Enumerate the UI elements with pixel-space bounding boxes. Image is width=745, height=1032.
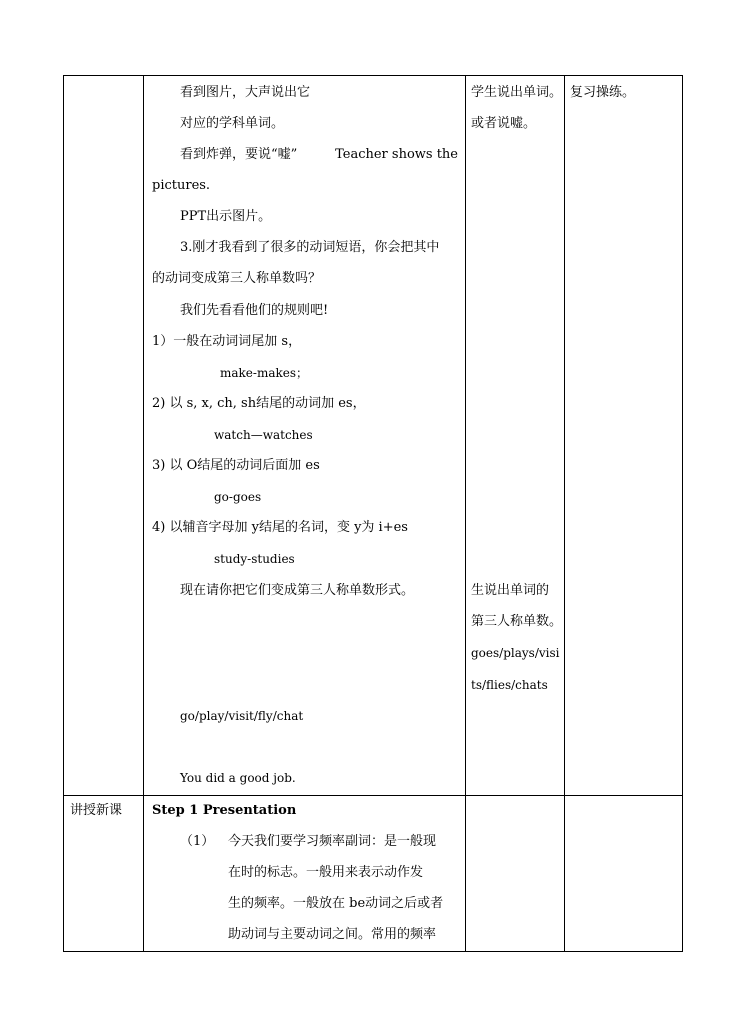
student-line: ts/flies/chats bbox=[471, 678, 548, 692]
table-row-new-lesson bbox=[64, 796, 683, 952]
teacher-line: 3.刚才我看到了很多的动词短语，你会把其中 bbox=[180, 240, 440, 255]
stage-cell bbox=[64, 796, 144, 952]
teacher-line: 看到图片，大声说出它 bbox=[180, 85, 311, 100]
teacher-line: 助动词与主要动词之间。常用的频率 bbox=[228, 927, 437, 942]
purpose-cell bbox=[565, 796, 683, 952]
teacher-line: 在时的标志。一般用来表示动作发 bbox=[228, 865, 424, 880]
student-activity-cell bbox=[466, 796, 565, 952]
teacher-activity-cell bbox=[144, 76, 466, 796]
student-line: 生说出单词的 bbox=[471, 583, 550, 598]
rule-line: 4) 以辅音字母加 y结尾的名词，变 y为 i+es bbox=[152, 520, 408, 535]
student-line: 第三人称单数。 bbox=[471, 614, 563, 629]
stage-cell bbox=[64, 76, 144, 796]
teacher-line: You did a good job. bbox=[180, 771, 296, 785]
teacher-line: 我们先看看他们的规则吧! bbox=[180, 303, 329, 318]
step-heading: Step 1 Presentation bbox=[152, 803, 297, 818]
stage-label: 讲授新课 bbox=[70, 803, 123, 818]
item-number: （1） bbox=[180, 834, 215, 849]
student-line: 或者说嘘。 bbox=[471, 116, 537, 131]
lesson-plan-table bbox=[63, 75, 683, 952]
student-line: goes/plays/visi bbox=[471, 646, 560, 660]
teacher-line: 生的频率。一般放在 be动词之后或者 bbox=[228, 896, 444, 911]
rule-line: 1）一般在动词词尾加 s， bbox=[152, 334, 302, 349]
example-line: watch—watches bbox=[214, 428, 313, 442]
teacher-line: 对应的学科单词。 bbox=[180, 116, 285, 131]
purpose-cell bbox=[565, 76, 683, 796]
teacher-line: PPT出示图片。 bbox=[180, 209, 272, 224]
example-line: study-studies bbox=[214, 552, 295, 566]
teacher-line bbox=[180, 146, 458, 164]
teacher-line-cn: 看到炸弹，要说“嘘” bbox=[180, 147, 298, 162]
student-line: 学生说出单词。 bbox=[471, 85, 563, 100]
student-activity-cell bbox=[466, 76, 565, 796]
teacher-line: 的动词变成第三人称单数吗？ bbox=[152, 271, 322, 286]
purpose-text: 复习操练。 bbox=[570, 85, 636, 100]
teacher-line: 现在请你把它们变成第三人称单数形式。 bbox=[180, 583, 415, 598]
table-row-review bbox=[64, 76, 683, 796]
example-line: go-goes bbox=[214, 490, 262, 504]
teacher-line: pictures. bbox=[152, 178, 211, 193]
rule-line: 3) 以 O结尾的动词后面加 es bbox=[152, 458, 320, 473]
rule-line: 2) 以 s, x, ch, sh结尾的动词加 es， bbox=[152, 396, 366, 411]
teacher-line: go/play/visit/fly/chat bbox=[180, 709, 304, 723]
teacher-line-en: Teacher shows the bbox=[335, 147, 458, 162]
example-line: make-makes； bbox=[220, 366, 309, 380]
teacher-activity-cell bbox=[144, 796, 466, 952]
teacher-line: 今天我们要学习频率副词：是一般现 bbox=[228, 834, 437, 849]
